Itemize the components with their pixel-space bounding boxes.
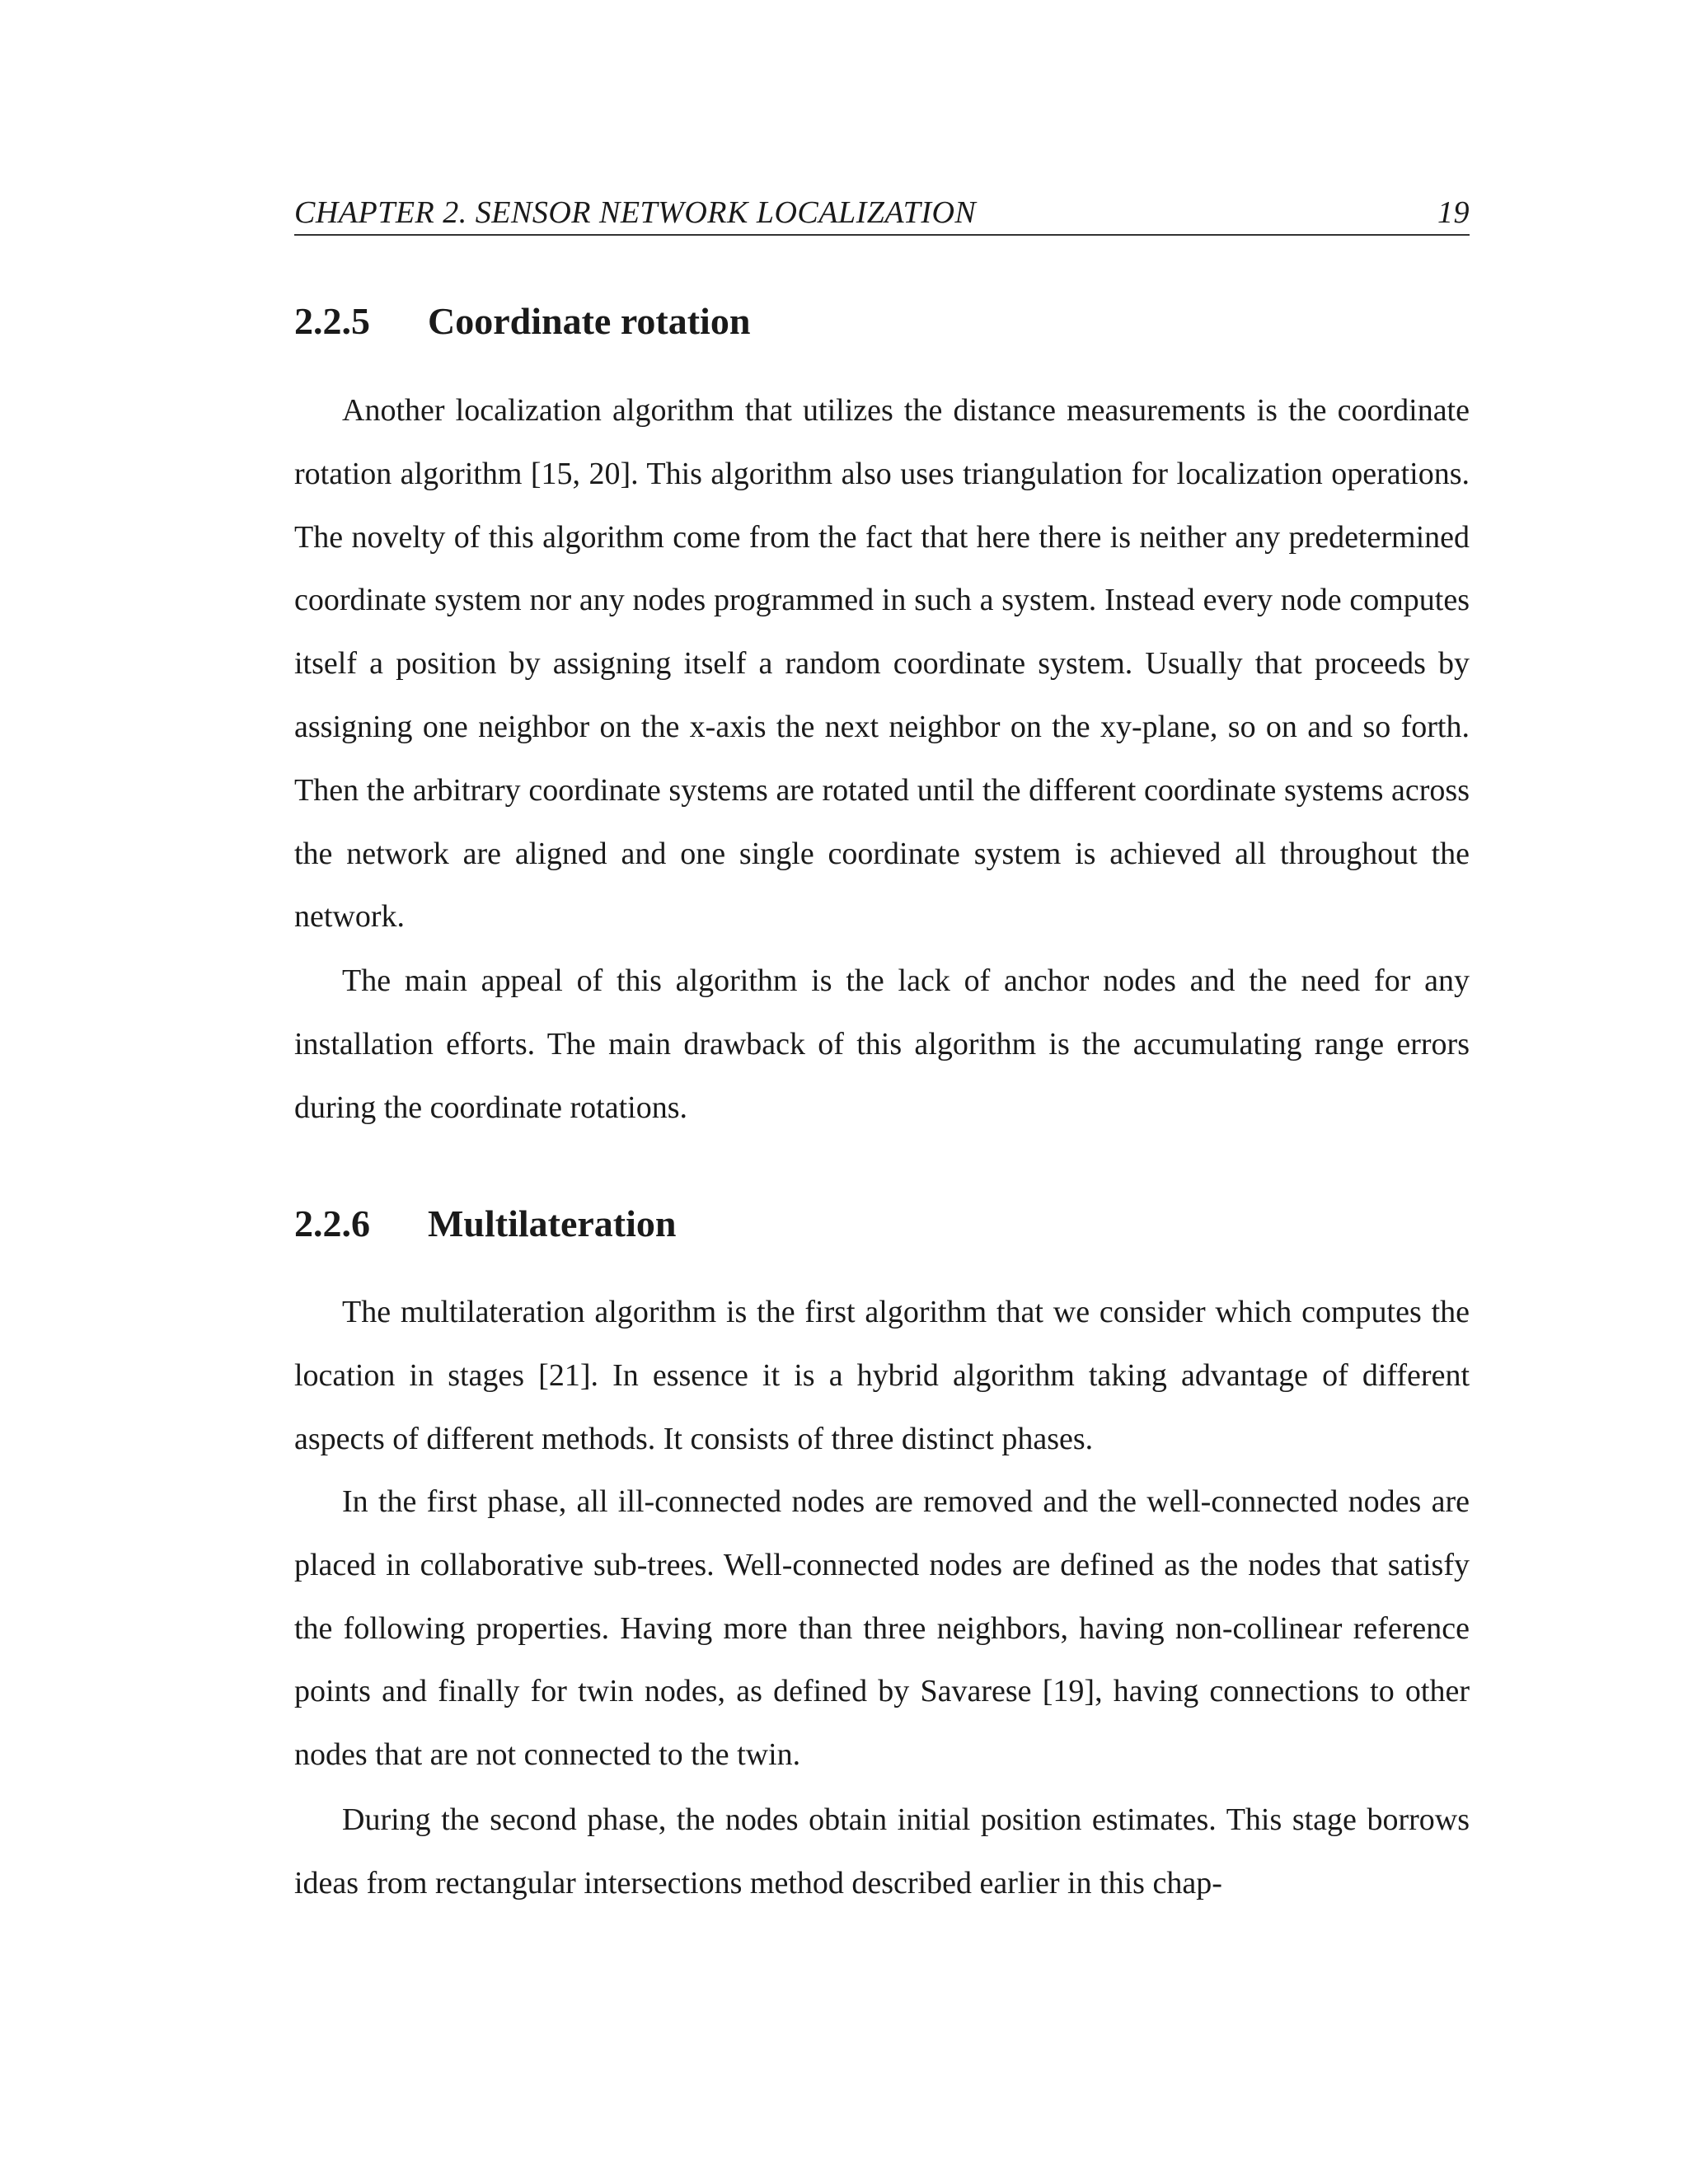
section-heading-coordinate-rotation	[294, 297, 750, 346]
document-page	[294, 0, 1470, 2184]
section-title: Coordinate rotation	[428, 300, 751, 342]
paragraph: The main appeal of this algorithm is the lack of anchor nodes and the need for any installation efforts. The main drawback of this algorithm is the accumulating range errors during the coordinate rotations.	[294, 963, 1470, 1125]
chapter-title: CHAPTER 2. SENSOR NETWORK LOCALIZATION	[294, 195, 977, 230]
section-title: Multilateration	[428, 1202, 677, 1244]
paragraph: Another localization algorithm that utilizes the distance measurements is the coordinate rotation algorithm [15, 20]. This algorithm also uses triangulation for localization operations. The novelty of this algorithm come from the fact that here there is neither any predetermined coordinate system nor any nodes programmed in such a system. Instead every node computes itself a position by assigning itself a random coordinate system. Usually that proceeds by assigning one neighbor on the x-axis the next neighbor on the xy-plane, so on and so forth. Then the arbitrary coordinate systems are rotated until the different coordinate systems across the network are aligned and one single coordinate system is achieved all throughout the network.	[294, 393, 1470, 935]
section-number: 2.2.5	[294, 300, 370, 342]
paragraph: The multilateration algorithm is the first algorithm that we consider which computes the location in stages [21]. In essence it is a hybrid algorithm taking advantage of different aspects of different methods. It consists of three distinct phases.	[294, 1295, 1470, 1456]
paragraph: In the first phase, all ill-connected nodes are removed and the well-connected nodes are placed in collaborative sub-trees. Well-connected nodes are defined as the nodes that satisfy the following properties. Having more than three neighbors, having non-collinear reference points and finally for twin nodes, as defined by Savarese [19], having connections to other nodes that are not connected to the twin.	[294, 1484, 1470, 1773]
page-number: 19	[1437, 195, 1470, 230]
running-header	[294, 191, 1470, 236]
paragraph: During the second phase, the nodes obtain initial position estimates. This stage borrows ideas from rectangular intersections method described earlier in this chap-	[294, 1802, 1470, 1900]
section-heading-multilateration	[294, 1199, 677, 1249]
section-number: 2.2.6	[294, 1202, 370, 1244]
